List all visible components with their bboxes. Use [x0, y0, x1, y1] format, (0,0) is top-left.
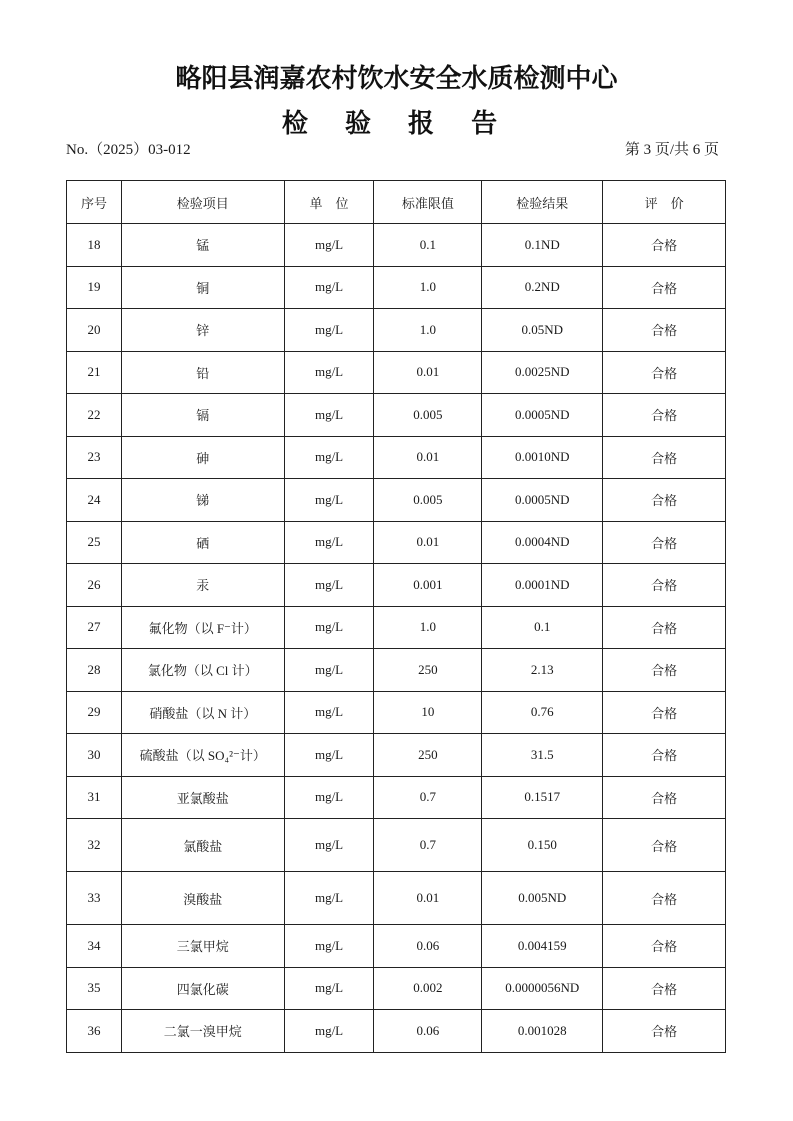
cell-no: 18: [67, 224, 122, 267]
cell-limit: 0.001: [374, 564, 482, 607]
cell-no: 31: [67, 776, 122, 819]
cell-unit: mg/L: [284, 394, 374, 437]
cell-result: 0.0010ND: [482, 436, 603, 479]
cell-item: 铅: [121, 351, 284, 394]
cell-item: 硒: [121, 521, 284, 564]
column-header-limit: 标准限值: [374, 181, 482, 224]
cell-evaluation: 合格: [603, 521, 726, 564]
cell-item: 砷: [121, 436, 284, 479]
cell-unit: mg/L: [284, 521, 374, 564]
cell-item: 氯酸盐: [121, 819, 284, 872]
cell-limit: 0.01: [374, 521, 482, 564]
cell-unit: mg/L: [284, 967, 374, 1010]
table-row: [67, 967, 726, 1010]
cell-limit: 1.0: [374, 606, 482, 649]
cell-unit: mg/L: [284, 872, 374, 925]
cell-no: 19: [67, 266, 122, 309]
cell-unit: mg/L: [284, 224, 374, 267]
table-row: [67, 394, 726, 437]
cell-unit: mg/L: [284, 606, 374, 649]
cell-evaluation: 合格: [603, 351, 726, 394]
table-row: [67, 521, 726, 564]
cell-result: 0.1ND: [482, 224, 603, 267]
cell-limit: 0.7: [374, 819, 482, 872]
cell-limit: 0.01: [374, 872, 482, 925]
cell-result: 0.0005ND: [482, 479, 603, 522]
cell-item: 亚氯酸盐: [121, 776, 284, 819]
table-row: [67, 309, 726, 352]
cell-evaluation: 合格: [603, 776, 726, 819]
cell-evaluation: 合格: [603, 479, 726, 522]
cell-item: 锰: [121, 224, 284, 267]
cell-no: 24: [67, 479, 122, 522]
cell-limit: 0.002: [374, 967, 482, 1010]
cell-no: 28: [67, 649, 122, 692]
report-title: 检 验 报 告: [281, 109, 512, 139]
cell-limit: 0.1: [374, 224, 482, 267]
cell-result: 0.2ND: [482, 266, 603, 309]
page-indicator: 第 3 页/共 6 页: [624, 142, 719, 158]
cell-result: 0.001028: [482, 1010, 603, 1053]
table-row: [67, 436, 726, 479]
cell-limit: 0.7: [374, 776, 482, 819]
cell-evaluation: 合格: [603, 1010, 726, 1053]
cell-evaluation: 合格: [603, 394, 726, 437]
cell-evaluation: 合格: [603, 734, 726, 777]
cell-evaluation: 合格: [603, 967, 726, 1010]
cell-item: 锌: [121, 309, 284, 352]
cell-unit: mg/L: [284, 479, 374, 522]
table-row: [67, 224, 726, 267]
cell-no: 33: [67, 872, 122, 925]
column-header-unit: 单 位: [284, 181, 374, 224]
cell-result: 0.0000056ND: [482, 967, 603, 1010]
cell-result: 0.76: [482, 691, 603, 734]
column-header-result: 检验结果: [482, 181, 603, 224]
cell-no: 26: [67, 564, 122, 607]
cell-no: 27: [67, 606, 122, 649]
cell-evaluation: 合格: [603, 224, 726, 267]
cell-unit: mg/L: [284, 436, 374, 479]
cell-item: 锑: [121, 479, 284, 522]
cell-evaluation: 合格: [603, 691, 726, 734]
cell-result: 0.0004ND: [482, 521, 603, 564]
cell-unit: mg/L: [284, 649, 374, 692]
cell-limit: 0.06: [374, 925, 482, 968]
cell-result: 0.150: [482, 819, 603, 872]
cell-evaluation: 合格: [603, 436, 726, 479]
cell-result: 0.05ND: [482, 309, 603, 352]
cell-result: 0.0001ND: [482, 564, 603, 607]
cell-evaluation: 合格: [603, 872, 726, 925]
cell-item: 硝酸盐（以 N 计）: [121, 691, 284, 734]
cell-evaluation: 合格: [603, 606, 726, 649]
cell-no: 32: [67, 819, 122, 872]
cell-limit: 1.0: [374, 309, 482, 352]
report-org-title: 略阳县润嘉农村饮水安全水质检测中心: [175, 64, 618, 94]
cell-no: 22: [67, 394, 122, 437]
table-row: [67, 776, 726, 819]
cell-unit: mg/L: [284, 266, 374, 309]
column-header-item: 检验项目: [121, 181, 284, 224]
cell-result: 0.0005ND: [482, 394, 603, 437]
cell-no: 21: [67, 351, 122, 394]
cell-result: 0.0025ND: [482, 351, 603, 394]
cell-no: 29: [67, 691, 122, 734]
cell-evaluation: 合格: [603, 925, 726, 968]
cell-limit: 0.01: [374, 351, 482, 394]
cell-no: 25: [67, 521, 122, 564]
report-number: No.（2025）03-012: [66, 142, 191, 158]
column-header-evaluation: 评 价: [603, 181, 726, 224]
cell-item: 氟化物（以 F⁻计）: [121, 606, 284, 649]
cell-limit: 0.005: [374, 394, 482, 437]
cell-unit: mg/L: [284, 925, 374, 968]
table-row: [67, 691, 726, 734]
cell-unit: mg/L: [284, 309, 374, 352]
cell-unit: mg/L: [284, 564, 374, 607]
cell-unit: mg/L: [284, 1010, 374, 1053]
cell-item: 溴酸盐: [121, 872, 284, 925]
table-row: [67, 351, 726, 394]
cell-evaluation: 合格: [603, 649, 726, 692]
cell-result: 0.1: [482, 606, 603, 649]
results-table: [66, 180, 726, 1053]
cell-unit: mg/L: [284, 691, 374, 734]
cell-unit: mg/L: [284, 734, 374, 777]
table-row: [67, 925, 726, 968]
cell-item: 三氯甲烷: [121, 925, 284, 968]
cell-no: 36: [67, 1010, 122, 1053]
table-row: [67, 819, 726, 872]
table-row: [67, 1010, 726, 1053]
cell-result: 2.13: [482, 649, 603, 692]
table-row: [67, 266, 726, 309]
cell-unit: mg/L: [284, 776, 374, 819]
cell-limit: 0.06: [374, 1010, 482, 1053]
column-header-no: 序号: [67, 181, 122, 224]
cell-limit: 0.01: [374, 436, 482, 479]
cell-no: 30: [67, 734, 122, 777]
table-body: [67, 224, 726, 1053]
cell-limit: 250: [374, 649, 482, 692]
cell-unit: mg/L: [284, 351, 374, 394]
cell-evaluation: 合格: [603, 819, 726, 872]
cell-no: 20: [67, 309, 122, 352]
cell-evaluation: 合格: [603, 266, 726, 309]
cell-item: 二氯一溴甲烷: [121, 1010, 284, 1053]
table-row: [67, 564, 726, 607]
cell-item: 镉: [121, 394, 284, 437]
cell-item: 汞: [121, 564, 284, 607]
cell-limit: 1.0: [374, 266, 482, 309]
cell-evaluation: 合格: [603, 309, 726, 352]
table-row: [67, 872, 726, 925]
table-header-row: [67, 181, 726, 224]
cell-result: 0.1517: [482, 776, 603, 819]
table-row: [67, 649, 726, 692]
cell-item: 氯化物（以 Cl 计）: [121, 649, 284, 692]
cell-limit: 0.005: [374, 479, 482, 522]
cell-result: 0.004159: [482, 925, 603, 968]
cell-result: 31.5: [482, 734, 603, 777]
table-row: [67, 606, 726, 649]
cell-item: 铜: [121, 266, 284, 309]
cell-limit: 250: [374, 734, 482, 777]
cell-unit: mg/L: [284, 819, 374, 872]
cell-item: 四氯化碳: [121, 967, 284, 1010]
table-row: [67, 479, 726, 522]
cell-evaluation: 合格: [603, 564, 726, 607]
cell-no: 35: [67, 967, 122, 1010]
cell-item: 硫酸盐（以 SO₄²⁻计）: [121, 734, 284, 777]
cell-no: 23: [67, 436, 122, 479]
cell-no: 34: [67, 925, 122, 968]
cell-limit: 10: [374, 691, 482, 734]
table-row: [67, 734, 726, 777]
cell-result: 0.005ND: [482, 872, 603, 925]
